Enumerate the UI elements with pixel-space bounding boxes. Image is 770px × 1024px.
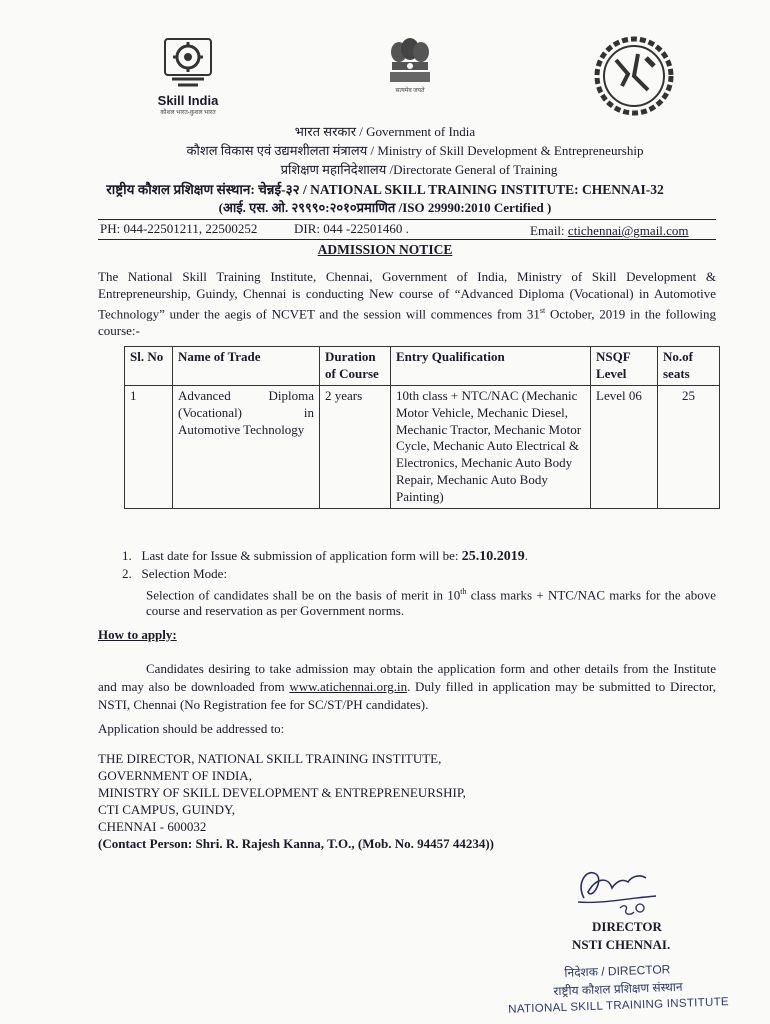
selection-detail: Selection of candidates shall be on the basis of merit in 10th class marks + NTC/NAC marks for the above course and reservation as per Government norms. [146,587,716,619]
header-ministry: कौशल विकास एवं उद्यमशीलता मंत्रालय / Ministry of Skill Development & Entrepreneurship [186,143,644,158]
dgt-gear-icon [594,36,674,116]
deadline-date: 25.10.2019 [461,549,525,564]
header-iso: (आई. एस. ओ. २९९९०:२०१०प्रमाणित /ISO 29990:2010 Certified ) [218,200,552,215]
signature-designation: DIRECTOR [592,919,662,934]
national-emblem [382,36,438,96]
cell-entry-qualification: 10th class + NTC/NAC (Mechanic Motor Vehicle, Mechanic Diesel, Mechanic Tractor, Mechanic Motor Cycle, Mechanic Auto Electrical & Electronics, Mechanic Auto Body Repair, Mechanic Auto Body Painting) [391,385,591,508]
skill-india-title: Skill India [157,93,219,108]
email-link[interactable]: ctichennai@gmail.com [567,223,689,238]
director-signature-icon [570,858,666,920]
email-label: Email: [530,223,565,238]
address-line-2: GOVERNMENT OF INDIA, [98,768,252,783]
cell-sl-no: 1 [125,385,173,508]
header-rule-bottom [98,239,716,240]
stamp-line-2: राष्ट्रीय कौशल प्रशिक्षण संस्थान [553,979,683,998]
director-stamp [505,960,731,1018]
contact-phone: PH: 044-22501211, 22500252 [100,221,258,236]
lion-capital-emblem-icon [385,36,435,88]
header-rule-top [98,219,716,220]
contact-director: DIR: 044 -22501460 . [294,221,409,236]
table-row [125,385,720,508]
how-to-apply-paragraph: Candidates desiring to take admission may obtain the application form and other details from the Institute and may also be downloaded from www.atichennai.org.in. Duly filled in application may be submitted to Director, NSTI, Chennai (No Registration fee for SC/ST/PH candidates). [98,661,716,712]
address-line-3: MINISTRY OF SKILL DEVELOPMENT & ENTREPRENEURSHIP, [98,785,466,800]
table-header-row [125,347,720,386]
contact-person: (Contact Person: Shri. R. Rajesh Kanna, T.O., (Mob. No. 94457 44234)) [98,836,495,851]
emblem-motto: सत्यमेव जयते [395,88,425,94]
cell-duration: 2 years [320,385,391,508]
signature-office: NSTI CHENNAI. [572,937,671,952]
how-to-apply-heading: How to apply: [98,627,177,642]
contact-email [530,223,689,240]
notice-title: ADMISSION NOTICE [317,242,453,257]
course-table [124,346,720,509]
cell-nsqf: Level 06 [591,385,658,508]
address-line-1: THE DIRECTOR, NATIONAL SKILL TRAINING INSTITUTE, [98,751,442,766]
skill-india-tagline: कौशल भारत-कुशल भारत [160,109,216,116]
stamp-line-1: निदेशक / DIRECTOR [564,962,671,980]
point-2: 2. Selection Mode: [122,566,228,581]
address-intro: Application should be addressed to: [98,721,285,736]
skill-india-gear-icon [160,36,216,92]
skill-india-logo [150,36,226,118]
header-institute: राष्ट्रीय कौशल प्रशिक्षण संस्थान: चेन्नई-३२ / NATIONAL SKILL TRAINING INSTITUTE: CHENNAI-32 [106,182,664,197]
point-1: 1. Last date for Issue & submission of application form will be: 25.10.2019. [122,548,528,564]
stamp-line-3: NATIONAL SKILL TRAINING INSTITUTE [508,996,730,1017]
intro-paragraph: The National Skill Training Institute, Chennai, Government of India, Ministry of Skill Development & Entrepreneurship, Guindy, Chennai is conducting New course of “Advanced Diploma (Vocational) in Automotive Technology” under the aegis of NCVET and the session will commences from 31st October, 2019 in the following course:- [98,269,716,339]
address-line-5: CHENNAI - 600032 [98,819,207,834]
header-nsqf: NSQF Level [591,347,658,386]
cell-trade: Advanced Diploma (Vocational) in Automotive Technology [173,385,320,508]
website-link[interactable]: www.atichennai.org.in [289,679,408,694]
header-trade: Name of Trade [173,347,320,386]
header-seats: No.of seats [658,347,720,386]
address-line-4: CTI CAMPUS, GUINDY, [98,802,236,817]
dgt-logo [594,36,674,116]
cell-seats: 25 [658,385,720,508]
header-government: भारत सरकार / Government of India [294,124,476,139]
header-directorate: प्रशिक्षण महानिदेशालय /Directorate General of Training [280,162,558,177]
header-sl-no: Sl. No [125,347,173,386]
header-duration: Duration of Course [320,347,391,386]
header-entry-qualification: Entry Qualification [391,347,591,386]
